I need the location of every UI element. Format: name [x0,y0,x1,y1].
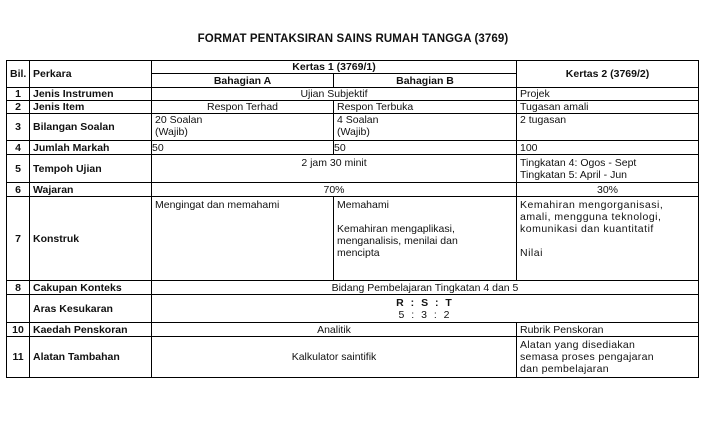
table-row [7,114,699,141]
row-number: 7 [7,197,30,281]
row-number: 3 [7,114,30,141]
kertas1-cell: Analitik [152,323,517,337]
row-label: Aras Kesukaran [30,295,152,323]
table-row [7,323,699,337]
row-label: Alatan Tambahan [30,337,152,378]
header-bahagian-b: Bahagian B [334,74,517,88]
kertas1-cell: 70% [152,183,517,197]
bahagian-a-cell: 50 [152,141,334,155]
row-label: Jumlah Markah [30,141,152,155]
bahagian-b-cell: Respon Terbuka [334,101,517,114]
difficulty-ratio-values: 5 : 3 : 2 [398,308,452,321]
kertas1-cell: Kalkulator saintifik [152,337,517,378]
difficulty-ratio-cell [152,295,699,323]
table-row [7,88,699,101]
kertas2-cell: Kemahiran mengorganisasi, amali, mengguna teknologi, komunikasi dan kuantitatif Nilai [517,197,699,281]
row-label: Wajaran [30,183,152,197]
kertas1-cell: 2 jam 30 minit [152,155,517,183]
row-number: 1 [7,88,30,101]
table-row [7,101,699,114]
row-number [7,295,30,323]
difficulty-ratio-header: R : S : T [396,296,454,309]
table-row [7,155,699,183]
header-kertas1: Kertas 1 (3769/1) [152,61,517,74]
kertas1-cell: Ujian Subjektif [152,88,517,101]
table-row [7,183,699,197]
table-row [7,295,699,323]
row-number: 8 [7,281,30,295]
bahagian-b-cell: 50 [334,141,517,155]
bahagian-b-cell: 4 Soalan (Wajib) [334,114,517,141]
kertas2-cell: 100 [517,141,699,155]
kertas2-cell: Projek [517,88,699,101]
kertas2-cell: Tugasan amali [517,101,699,114]
row-label: Bilangan Soalan [30,114,152,141]
assessment-format-table [6,60,699,378]
page-title: FORMAT PENTAKSIRAN SAINS RUMAH TANGGA (3769) [197,33,509,45]
kertas2-cell: Rubrik Penskoran [517,323,699,337]
bahagian-a-cell: Respon Terhad [152,101,334,114]
header-perkara: Perkara [30,61,152,88]
header-row-1 [7,61,699,74]
kertas2-cell: 2 tugasan [517,114,699,141]
bahagian-a-cell: Mengingat dan memahami [152,197,334,281]
table-row [7,281,699,295]
row-label: Jenis Item [30,101,152,114]
row-label: Kaedah Penskoran [30,323,152,337]
kertas2-cell: Alatan yang disediakan semasa proses pengajaran dan pembelajaran [517,337,699,378]
header-bahagian-a: Bahagian A [152,74,334,88]
all-papers-cell: Bidang Pembelajaran Tingkatan 4 dan 5 [152,281,699,295]
row-number: 2 [7,101,30,114]
row-number: 10 [7,323,30,337]
row-label: Konstruk [30,197,152,281]
kertas2-cell: 30% [517,183,699,197]
kertas2-cell: Tingkatan 4: Ogos - Sept Tingkatan 5: April - Jun [517,155,699,183]
row-number: 4 [7,141,30,155]
table-row [7,337,699,378]
row-number: 5 [7,155,30,183]
row-label: Tempoh Ujian [30,155,152,183]
row-label: Jenis Instrumen [30,88,152,101]
row-number: 11 [7,337,30,378]
header-bil: Bil. [7,61,30,88]
row-number: 6 [7,183,30,197]
bahagian-b-cell: Memahami Kemahiran mengaplikasi, menganalisis, menilai dan mencipta [334,197,517,281]
row-label: Cakupan Konteks [30,281,152,295]
bahagian-a-cell: 20 Soalan (Wajib) [152,114,334,141]
table-row [7,141,699,155]
table-row [7,197,699,281]
header-kertas2: Kertas 2 (3769/2) [517,61,699,88]
